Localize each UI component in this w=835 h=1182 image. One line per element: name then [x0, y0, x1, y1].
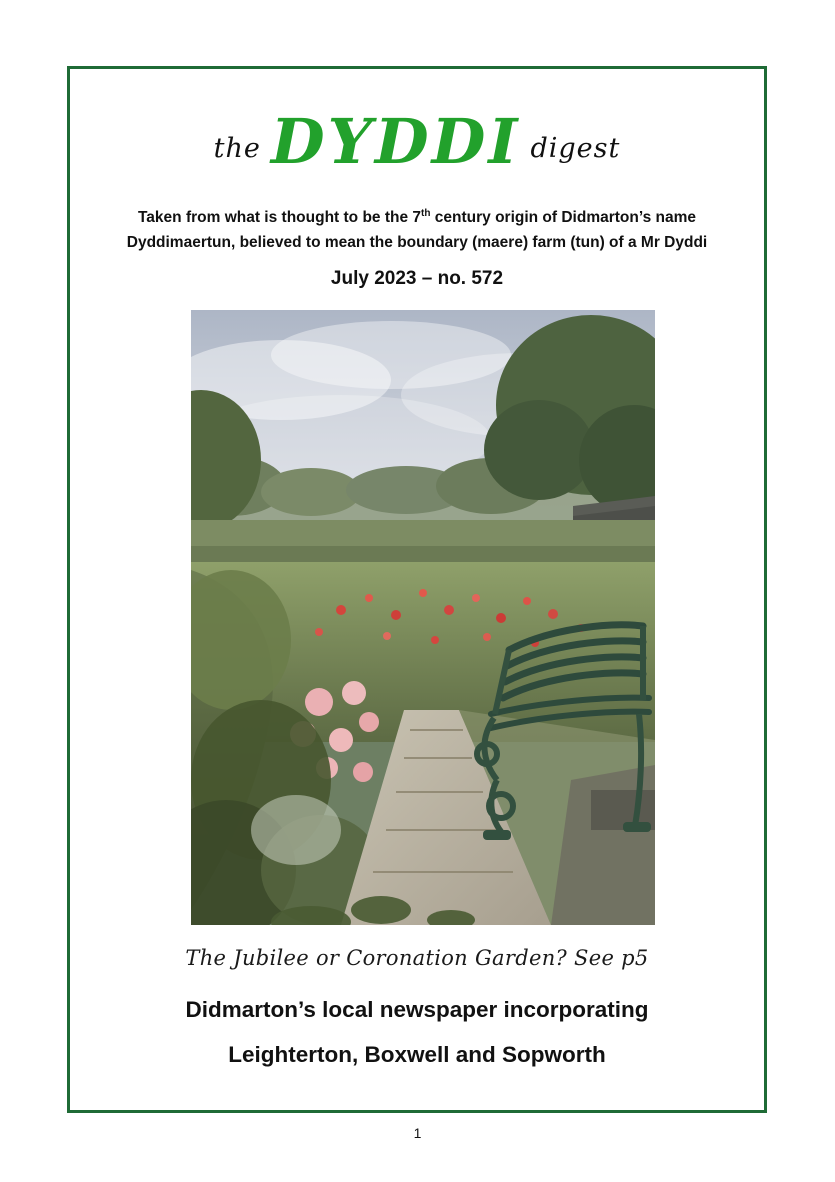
masthead-title: DYDDI: [270, 105, 521, 178]
cover-photo-illustration: [191, 310, 655, 925]
masthead: [70, 105, 764, 178]
masthead-prefix: the: [213, 133, 261, 164]
strapline-primary: Didmarton’s local newspaper incorporating: [185, 997, 649, 1022]
strapline-secondary: Leighterton, Boxwell and Sopworth: [228, 1042, 606, 1067]
origin-note: [110, 205, 724, 255]
origin-line-1a: Taken from what is thought to be the 7: [137, 209, 422, 226]
issue-line: July 2023 – no. 572: [330, 268, 504, 289]
origin-superscript: th: [421, 207, 431, 219]
origin-line-2: Dyddimaertun, believed to mean the boundary (maere) farm (tun) of a Mr Dyddi: [126, 234, 708, 251]
photo-caption: The Jubilee or Coronation Garden? See p5: [185, 946, 649, 970]
origin-line-1b: century origin of Didmarton’s name: [430, 209, 697, 226]
masthead-suffix: digest: [530, 133, 621, 164]
page-number: 1: [413, 1125, 422, 1141]
cover-photo: [191, 310, 655, 925]
cover-border-frame: [67, 66, 767, 1113]
